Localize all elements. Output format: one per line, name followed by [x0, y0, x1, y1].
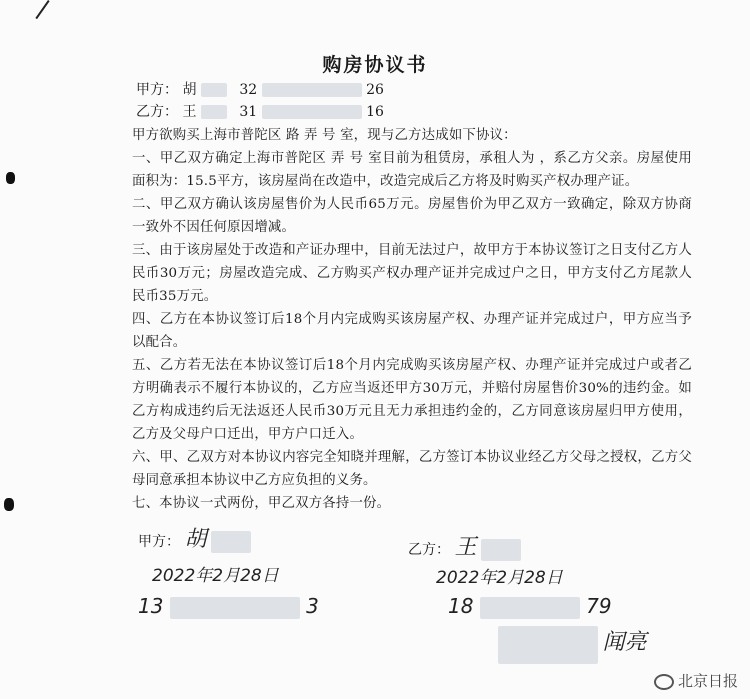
- clause-5: 五、乙方若无法在本协议签订后18个月内完成购买该房屋产权、办理产证并完成过户或者乙方明确表示不履行本协议的，乙方应当返还甲方30万元，并赔付房屋售价30%的违约金。如乙方构成违约后无法返还人民币30万元且无力承担违约金的，乙方同意该房屋归甲方使用，乙方及父母户口迁出，甲方户口迁入。: [132, 358, 692, 442]
- redaction-blur: [211, 531, 251, 553]
- watermark: [654, 670, 738, 691]
- sign-b-phone: [448, 594, 646, 619]
- party-a-label: 甲方：: [136, 82, 178, 98]
- redaction-blur: [262, 83, 362, 97]
- party-b-label: 乙方：: [136, 104, 178, 120]
- clause-3: 三、由于该房屋处于改造和产证办理中，目前无法过户，故甲方于本协议签订之日支付乙方人民币30万元；房屋改造完成、乙方购买产权办理产证并完成过户之日，甲方支付乙方尾款人民币35万元。: [132, 243, 692, 304]
- clause-7: 七、本协议一式两份，甲乙双方各持一份。: [132, 496, 391, 511]
- document-title: 购房协议书: [322, 54, 428, 76]
- redaction-blur: [481, 539, 521, 561]
- sign-a-phone-end: 3: [306, 594, 319, 618]
- redaction-blur: [201, 105, 227, 119]
- scan-speck: [6, 172, 15, 184]
- redaction-blur: [262, 105, 362, 119]
- pen-stroke-mark: [35, 0, 72, 35]
- sign-a-phone-start: 13: [138, 594, 164, 618]
- party-b-id-suffix: 16: [366, 104, 384, 120]
- sign-b-extra-handwriting: 闻亮: [602, 629, 647, 655]
- party-b-line: [136, 102, 384, 122]
- watermark-text: 北京日报: [677, 672, 738, 690]
- signature-party-b: [408, 530, 646, 664]
- sign-a-label: 甲方：: [138, 534, 180, 550]
- party-a-id-suffix: 26: [366, 82, 384, 98]
- sign-b-handwriting: 王: [454, 535, 477, 560]
- party-b-id-prefix: 31: [239, 104, 258, 120]
- signature-party-a: [138, 522, 319, 619]
- party-a-id-prefix: 32: [239, 82, 258, 98]
- party-b-name: 王: [182, 104, 197, 120]
- scan-speck: [4, 498, 14, 511]
- redaction-blur: [498, 626, 598, 664]
- intro-paragraph: 甲方欲购买上海市普陀区 路 弄 号 室，现与乙方达成如下协议：: [132, 128, 517, 143]
- sign-b-phone-start: 18: [448, 594, 474, 618]
- clause-1: 一、甲乙双方确定上海市普陀区 弄 号 室目前为租赁房，承租人为 ，系乙方父亲。房屋使用面积为：15.5平方，该房屋尚在改造中，改造完成后乙方将及时购买产权办理产证。: [132, 151, 692, 189]
- sign-b-phone-end: 79: [586, 594, 612, 618]
- redaction-blur: [170, 597, 300, 619]
- party-a-name: 胡: [182, 82, 197, 98]
- sign-b-date: 2022年2月28日: [436, 568, 563, 588]
- agreement-body: [132, 124, 692, 515]
- clause-2: 二、甲乙双方确认该房屋售价为人民币65万元。房屋售价为甲乙双方一致确定，除双方协商一致外不因任何原因增减。: [132, 197, 692, 235]
- sign-a-handwriting: 胡: [184, 527, 207, 552]
- redaction-blur: [201, 83, 227, 97]
- weibo-icon: [654, 674, 674, 690]
- sign-a-phone: [138, 594, 319, 619]
- sign-b-label: 乙方：: [408, 542, 450, 558]
- sign-a-date: 2022年2月28日: [152, 566, 279, 586]
- redaction-blur: [480, 597, 580, 619]
- party-a-line: [136, 80, 384, 100]
- clause-6: 六、甲、乙双方对本协议内容完全知晓并理解，乙方签订本协议业经乙方父母之授权，乙方父母同意承担本协议中乙方应负担的义务。: [132, 450, 692, 488]
- sign-b-extra: [498, 625, 646, 664]
- clause-4: 四、乙方在本协议签订后18个月内完成购买该房屋产权、办理产证并完成过户，甲方应当予以配合。: [132, 312, 692, 350]
